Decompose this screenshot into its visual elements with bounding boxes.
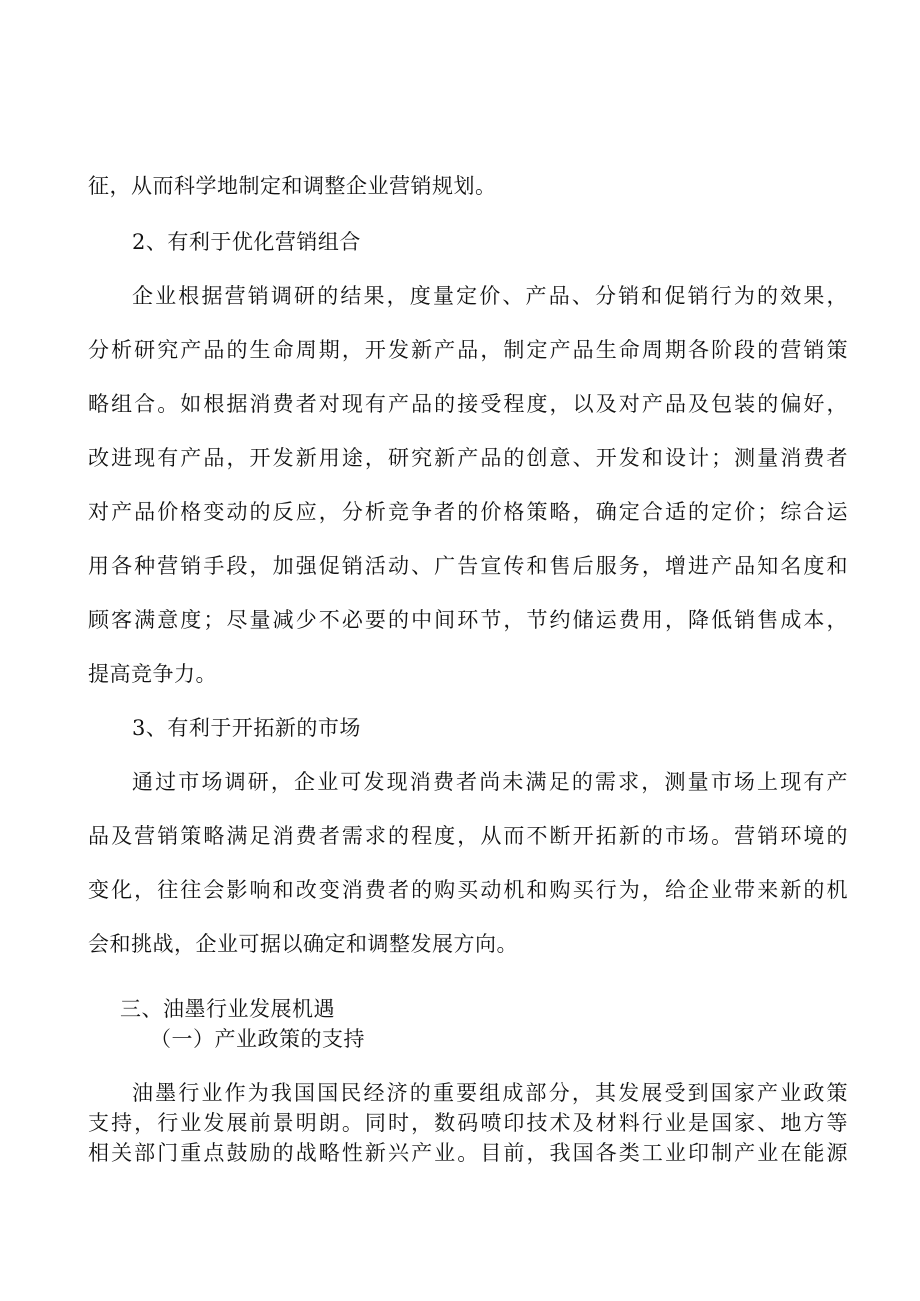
paragraph-2-line-2: 分析研究产品的生命周期，开发新产品，制定产品生命周期各阶段的营销策 [88,338,848,362]
paragraph-4-line-2: 支持，行业发展前景明朗。同时，数码喷印技术及材料行业是国家、地方等 [88,1111,848,1135]
paragraph-2-line-6: 用各种营销手段，加强促销活动、广告宣传和售后服务，增进产品知名度和 [88,554,848,578]
paragraph-2-line-7: 顾客满意度；尽量减少不必要的中间环节，节约储运费用，降低销售成本， [88,608,848,632]
paragraph-2-line-5: 对产品价格变动的反应，分析竞争者的价格策略，确定合适的定价；综合运 [88,500,848,524]
paragraph-continuation-line-1: 征，从而科学地制定和调整企业营销规划。 [88,174,497,198]
heading-2: 2、有利于优化营销组合 [132,230,361,254]
paragraph-3-line-3: 变化，往往会影响和改变消费者的购买动机和购买行为，给企业带来新的机 [88,878,848,902]
paragraph-3-line-1: 通过市场调研，企业可发现消费者尚未满足的需求，测量市场上现有产 [132,770,848,794]
paragraph-3-line-4: 会和挑战，企业可据以确定和调整发展方向。 [88,932,518,956]
paragraph-3-line-2: 品及营销策略满足消费者需求的程度，从而不断开拓新的市场。营销环境的 [88,824,848,848]
paragraph-2-line-1: 企业根据营销调研的结果，度量定价、产品、分销和促销行为的效果， [132,284,848,308]
subsection-heading: （一）产业政策的支持 [150,1027,365,1051]
paragraph-4-line-3: 相关部门重点鼓励的战略性新兴产业。目前，我国各类工业印制产业在能源 [88,1141,848,1165]
paragraph-4-line-1: 油墨行业作为我国国民经济的重要组成部分，其发展受到国家产业政策 [132,1081,848,1105]
heading-3: 3、有利于开拓新的市场 [132,716,361,740]
paragraph-2-line-3: 略组合。如根据消费者对现有产品的接受程度，以及对产品及包装的偏好， [88,392,848,416]
paragraph-2-line-8: 提高竞争力。 [88,662,217,686]
paragraph-2-line-4: 改进现有产品，开发新用途，研究新产品的创意、开发和设计；测量消费者 [88,446,848,470]
section-heading: 三、油墨行业发展机遇 [120,997,335,1021]
